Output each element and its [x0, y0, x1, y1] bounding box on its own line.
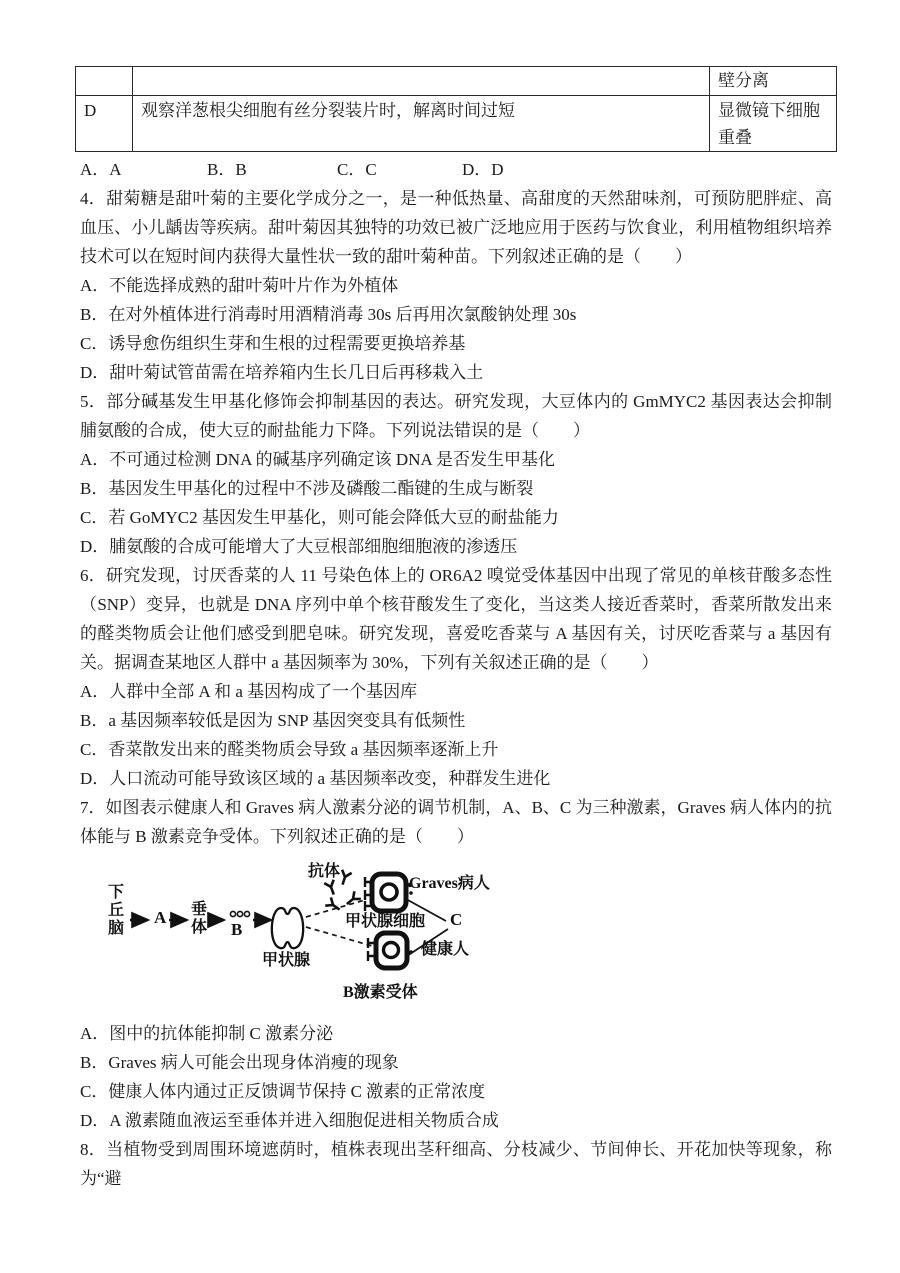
thyroid-cell-label: 甲状腺细胞 — [345, 913, 426, 930]
hormone-a-label: A — [154, 908, 167, 927]
question-6-option-d: D．人口流动可能导致该区域的 a 基因频率改变，种群发生进化 — [80, 769, 551, 788]
hormone-b-label: B — [231, 920, 243, 939]
hormone-regulation-diagram — [84, 857, 529, 1015]
thyroid-cell-shape — [372, 874, 413, 911]
healthy-cell-shape — [376, 933, 413, 968]
question-5-option-a: A．不可通过检测 DNA 的碱基序列确定该 DNA 是否发生甲基化 — [80, 450, 556, 469]
table-cell-operation: 观察洋葱根尖细胞有丝分裂装片时，解离时间过短 — [133, 96, 710, 152]
question-7-option-d: D．A 激素随血液运至垂体并进入细胞促进相关物质合成 — [80, 1111, 499, 1130]
answer-option-b: B．B — [207, 160, 247, 179]
mistake-analysis-table — [75, 66, 837, 152]
question-5 — [80, 387, 832, 561]
table-row — [76, 96, 837, 152]
thyroid-label: 甲状腺 — [262, 952, 311, 969]
question-5-option-d: D．脯氨酸的合成可能增大了大豆根部细胞细胞液的渗透压 — [80, 537, 518, 556]
hypothalamus-label: 下丘脑 — [107, 884, 124, 937]
question-3-answer-row — [80, 155, 832, 184]
antibody-label: 抗体 — [308, 863, 341, 880]
question-4-option-c: C．诱导愈伤组织生芽和生根的过程需要更换培养基 — [80, 334, 466, 353]
table-cell-operation — [133, 67, 710, 96]
question-4-option-d: D．甜叶菊试管苗需在培养箱内生长几日后再移栽入土 — [80, 363, 484, 382]
question-6-option-c: C．香菜散发出来的醛类物质会导致 a 基因频率逐渐上升 — [80, 740, 499, 759]
question-stem: 5．部分碱基发生甲基化修饰会抑制基因的表达。研究发现，大豆体内的 GmMYC2 基因表达会抑制脯氨酸的合成，使大豆的耐盐能力下降。下列说法错误的是（ ） — [80, 392, 832, 440]
question-6-option-a: A．人群中全部 A 和 a 基因构成了一个基因库 — [80, 682, 418, 701]
question-7-option-c: C．健康人体内通过正反馈调节保持 C 激素的正常浓度 — [80, 1082, 486, 1101]
table-cell-option — [76, 67, 133, 96]
question-7 — [80, 793, 832, 1135]
question-4 — [80, 184, 832, 387]
table-cell-option: D — [76, 96, 133, 152]
table-cell-result: 壁分离 — [710, 67, 837, 96]
question-4-option-a: A．不能选择成熟的甜叶菊叶片作为外植体 — [80, 276, 399, 295]
question-5-option-b: B．基因发生甲基化的过程中不涉及磷酸二酯键的生成与断裂 — [80, 479, 534, 498]
table-row — [76, 67, 837, 96]
question-stem: 8．当植物受到周围环境遮荫时，植株表现出茎秆细高、分枝减少、节间伸长、开花加快等现象，称为“避 — [80, 1140, 832, 1188]
question-6 — [80, 561, 832, 793]
question-7-option-b: B．Graves 病人可能会出现身体消瘦的现象 — [80, 1053, 399, 1072]
b-receptor-label: B激素受体 — [343, 984, 418, 1001]
answer-option-d: D．D — [462, 160, 504, 179]
thyroid-gland-shape — [272, 908, 303, 948]
answer-option-a: A．A — [80, 160, 122, 179]
question-stem: 4．甜菊糖是甜叶菊的主要化学成分之一，是一种低热量、高甜度的天然甜味剂，可预防肥胖症、高血压、小儿龋齿等疾病。甜叶菊因其独特的功效已被广泛地应用于医药与饮食业，利用植物组织培养技术可以在短时间内获得大量性状一致的甜叶菊种苗。下列叙述正确的是（ ） — [80, 189, 832, 266]
question-6-option-b: B．a 基因频率较低是因为 SNP 基因突变具有低频性 — [80, 711, 466, 730]
question-5-option-c: C．若 GoMYC2 基因发生甲基化，则可能会降低大豆的耐盐能力 — [80, 508, 559, 527]
question-8 — [80, 1135, 832, 1193]
b-receptors-on-cell — [365, 877, 372, 911]
hormone-b-molecules — [230, 911, 249, 916]
table-cell-result: 显微镜下细胞重叠 — [710, 96, 837, 152]
question-4-option-b: B．在对外植体进行消毒时用酒精消毒 30s 后再用次氯酸钠处理 30s — [80, 305, 577, 324]
healthy-person-label: 健康人 — [421, 941, 470, 958]
question-stem: 7．如图表示健康人和 Graves 病人激素分泌的调节机制，A、B、C 为三种激素，Graves 病人体内的抗体能与 B 激素竞争受体。下列叙述正确的是（ ） — [80, 798, 832, 846]
question-7-option-a: A．图中的抗体能抑制 C 激素分泌 — [80, 1024, 334, 1043]
answer-option-c: C．C — [337, 160, 377, 179]
hormone-c-label: C — [450, 910, 463, 929]
question-stem: 6．研究发现，讨厌香菜的人 11 号染色体上的 OR6A2 嗅觉受体基因中出现了常见的单核苷酸多态性（SNP）变异，也就是 DNA 序列中单个核苷酸发生了变化，当这类人接近香菜时，香菜所散发出来的醛类物质会让他们感受到肥皂味。研究发现，喜爱吃香菜与 A 基因有关，讨厌吃香菜与 a 基因有关。据调查某地区人群中 a 基因频率为 30%，下列有关叙述正确的是（ ） — [80, 566, 832, 672]
graves-patient-label: Graves病人 — [409, 875, 490, 892]
pituitary-label: 垂体 — [190, 901, 207, 936]
